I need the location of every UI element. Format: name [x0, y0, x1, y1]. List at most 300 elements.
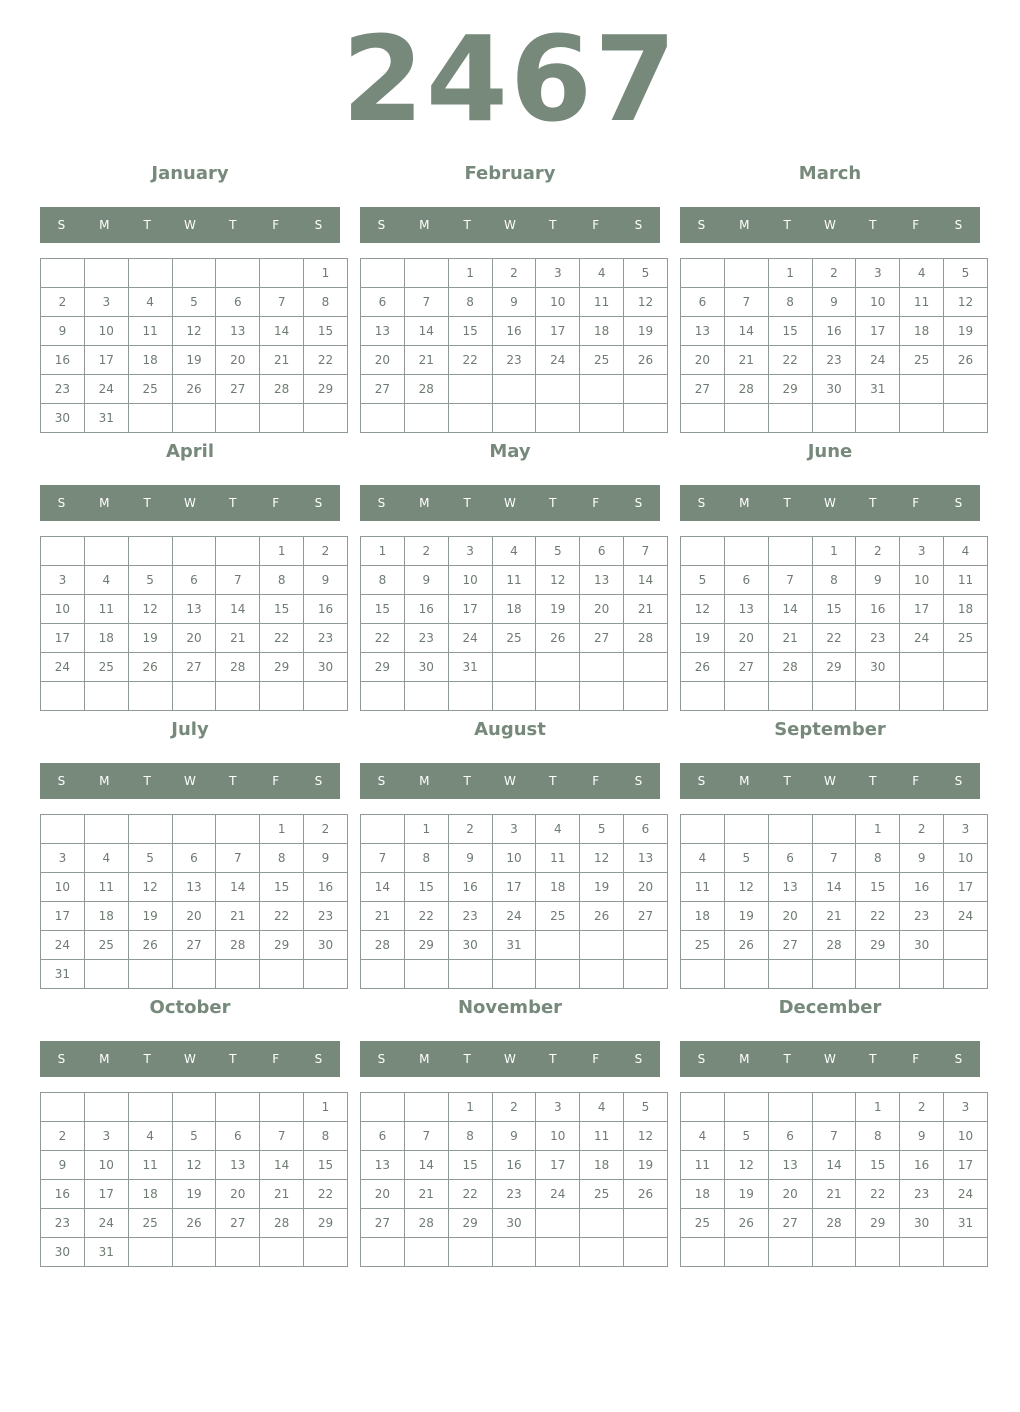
day-cell: 30	[492, 1209, 536, 1238]
day-cell	[812, 1093, 856, 1122]
day-cell: 5	[580, 815, 624, 844]
day-cell: 7	[624, 537, 668, 566]
day-cell: 18	[580, 1151, 624, 1180]
day-cell: 25	[681, 1209, 725, 1238]
weekday-label: W	[184, 774, 196, 788]
day-cell: 26	[724, 1209, 768, 1238]
weekday-label: T	[463, 774, 471, 788]
day-cell: 10	[492, 844, 536, 873]
day-cell: 27	[172, 653, 216, 682]
week-row	[361, 259, 668, 288]
day-cell	[84, 537, 128, 566]
weekday-label: T	[143, 496, 151, 510]
day-cell	[492, 653, 536, 682]
day-cell: 24	[448, 624, 492, 653]
day-cell: 22	[856, 1180, 900, 1209]
day-cell: 4	[900, 259, 944, 288]
day-cell: 18	[84, 902, 128, 931]
day-cell	[812, 815, 856, 844]
day-cell: 7	[260, 1122, 304, 1151]
day-cell: 13	[768, 873, 812, 902]
day-cell: 12	[128, 873, 172, 902]
day-cell: 27	[624, 902, 668, 931]
day-cell: 20	[681, 346, 725, 375]
weekday-header	[680, 1041, 980, 1077]
day-cell: 3	[41, 566, 85, 595]
day-cell: 1	[260, 537, 304, 566]
day-cell	[448, 404, 492, 433]
day-cell	[681, 259, 725, 288]
weekday-label: M	[99, 774, 110, 788]
day-grid	[360, 536, 668, 711]
day-cell: 2	[448, 815, 492, 844]
weekday-label: S	[377, 496, 386, 510]
day-cell: 23	[492, 1180, 536, 1209]
weekday-label: M	[419, 1052, 430, 1066]
day-cell: 31	[84, 404, 128, 433]
week-row	[361, 682, 668, 711]
day-cell: 25	[580, 1180, 624, 1209]
day-cell: 14	[768, 595, 812, 624]
day-cell: 24	[492, 902, 536, 931]
day-cell: 16	[900, 1151, 944, 1180]
weekday-label: W	[504, 218, 516, 232]
day-cell: 21	[404, 346, 448, 375]
week-row	[361, 624, 668, 653]
day-grid	[40, 536, 348, 711]
day-cell: 22	[812, 624, 856, 653]
day-cell: 28	[812, 1209, 856, 1238]
day-cell	[361, 404, 405, 433]
day-cell	[128, 537, 172, 566]
day-cell: 7	[724, 288, 768, 317]
day-cell: 8	[361, 566, 405, 595]
week-row	[41, 873, 348, 902]
weekday-label: T	[143, 774, 151, 788]
weekday-label: W	[184, 496, 196, 510]
day-cell	[724, 682, 768, 711]
day-cell	[944, 682, 988, 711]
day-cell: 25	[128, 1209, 172, 1238]
day-cell: 2	[856, 537, 900, 566]
day-cell	[724, 537, 768, 566]
day-cell: 17	[856, 317, 900, 346]
day-cell	[681, 682, 725, 711]
week-row	[41, 815, 348, 844]
weekday-header	[360, 207, 660, 243]
day-cell: 8	[812, 566, 856, 595]
day-cell: 2	[304, 537, 348, 566]
day-cell	[172, 960, 216, 989]
week-row	[361, 317, 668, 346]
day-cell	[624, 1209, 668, 1238]
day-cell: 4	[128, 1122, 172, 1151]
day-grid	[680, 258, 988, 433]
day-cell: 8	[404, 844, 448, 873]
weekday-label: S	[57, 1052, 66, 1066]
day-cell	[944, 960, 988, 989]
day-grid	[360, 258, 668, 433]
day-cell: 14	[812, 1151, 856, 1180]
day-cell	[536, 931, 580, 960]
day-cell: 4	[84, 844, 128, 873]
day-grid	[680, 1092, 988, 1267]
week-row	[41, 317, 348, 346]
day-cell	[361, 1093, 405, 1122]
day-cell: 28	[260, 375, 304, 404]
weekday-label: T	[869, 218, 877, 232]
weekday-label: F	[912, 218, 920, 232]
day-cell: 17	[944, 1151, 988, 1180]
month-name: April	[165, 441, 215, 462]
day-cell	[856, 1238, 900, 1267]
day-cell: 27	[361, 375, 405, 404]
day-cell: 9	[492, 288, 536, 317]
day-cell: 15	[361, 595, 405, 624]
day-cell: 13	[624, 844, 668, 873]
weekday-label: T	[549, 496, 557, 510]
weekday-label: T	[229, 1052, 237, 1066]
day-cell	[172, 1093, 216, 1122]
weekday-label: S	[314, 218, 323, 232]
week-row	[681, 346, 988, 375]
weekday-label: T	[783, 1052, 791, 1066]
day-cell	[492, 1238, 536, 1267]
week-row	[361, 1122, 668, 1151]
day-cell: 20	[172, 624, 216, 653]
day-cell: 23	[41, 375, 85, 404]
day-cell: 12	[580, 844, 624, 873]
day-cell: 25	[944, 624, 988, 653]
week-row	[681, 404, 988, 433]
day-cell: 4	[128, 288, 172, 317]
week-row	[361, 931, 668, 960]
week-row	[361, 844, 668, 873]
day-cell: 1	[304, 259, 348, 288]
day-cell: 11	[128, 1151, 172, 1180]
day-cell: 13	[580, 566, 624, 595]
day-cell: 1	[260, 815, 304, 844]
weekday-label: T	[549, 1052, 557, 1066]
day-cell: 10	[536, 288, 580, 317]
day-cell: 15	[856, 1151, 900, 1180]
weekday-header	[360, 1041, 660, 1077]
day-cell: 19	[724, 1180, 768, 1209]
weekday-label: F	[912, 774, 920, 788]
day-cell: 5	[944, 259, 988, 288]
week-row	[361, 346, 668, 375]
day-cell	[768, 404, 812, 433]
weekday-label: M	[739, 218, 750, 232]
weekday-label: T	[783, 774, 791, 788]
day-cell	[448, 1238, 492, 1267]
week-row	[681, 1151, 988, 1180]
day-cell	[724, 259, 768, 288]
day-cell: 8	[448, 288, 492, 317]
day-cell: 5	[681, 566, 725, 595]
week-row	[361, 1151, 668, 1180]
week-row	[361, 1238, 668, 1267]
day-cell: 13	[724, 595, 768, 624]
weekday-label: M	[419, 496, 430, 510]
week-row	[681, 624, 988, 653]
day-cell: 20	[724, 624, 768, 653]
day-cell: 21	[260, 1180, 304, 1209]
day-cell: 28	[624, 624, 668, 653]
day-cell	[536, 960, 580, 989]
day-cell	[536, 1238, 580, 1267]
day-cell: 24	[944, 902, 988, 931]
day-cell: 17	[900, 595, 944, 624]
day-cell: 10	[944, 1122, 988, 1151]
day-cell	[172, 1238, 216, 1267]
day-cell	[856, 682, 900, 711]
day-cell: 20	[216, 1180, 260, 1209]
day-cell: 5	[128, 566, 172, 595]
day-cell: 9	[448, 844, 492, 873]
day-cell: 15	[856, 873, 900, 902]
day-cell: 12	[128, 595, 172, 624]
day-cell: 8	[304, 288, 348, 317]
day-cell: 22	[260, 624, 304, 653]
day-grid	[40, 258, 348, 433]
day-cell	[580, 1209, 624, 1238]
day-cell: 2	[41, 1122, 85, 1151]
year-title: 2467	[341, 10, 679, 148]
day-cell	[856, 404, 900, 433]
day-cell: 16	[812, 317, 856, 346]
weekday-label: W	[184, 1052, 196, 1066]
weekday-label: S	[634, 218, 643, 232]
weekday-label: S	[954, 496, 963, 510]
day-cell: 11	[580, 288, 624, 317]
day-cell: 3	[41, 844, 85, 873]
day-cell	[724, 404, 768, 433]
week-row	[41, 595, 348, 624]
weekday-label: T	[783, 496, 791, 510]
day-cell	[492, 375, 536, 404]
day-cell: 7	[216, 566, 260, 595]
day-cell	[624, 653, 668, 682]
day-cell	[404, 1093, 448, 1122]
day-cell: 30	[448, 931, 492, 960]
day-cell: 14	[404, 1151, 448, 1180]
day-cell	[536, 653, 580, 682]
month-name: June	[807, 441, 853, 462]
day-cell: 2	[900, 815, 944, 844]
day-cell: 27	[216, 1209, 260, 1238]
day-cell: 8	[856, 1122, 900, 1151]
day-cell	[128, 815, 172, 844]
day-cell: 7	[812, 844, 856, 873]
day-cell: 15	[768, 317, 812, 346]
week-row	[361, 1209, 668, 1238]
day-cell: 28	[216, 931, 260, 960]
day-cell: 15	[404, 873, 448, 902]
day-cell: 26	[172, 1209, 216, 1238]
day-cell: 17	[944, 873, 988, 902]
day-cell: 3	[492, 815, 536, 844]
day-cell	[41, 259, 85, 288]
weekday-label: F	[912, 1052, 920, 1066]
day-cell: 25	[128, 375, 172, 404]
day-cell: 28	[361, 931, 405, 960]
day-cell: 24	[944, 1180, 988, 1209]
day-cell	[580, 682, 624, 711]
day-cell: 14	[724, 317, 768, 346]
day-cell: 1	[768, 259, 812, 288]
day-cell	[624, 960, 668, 989]
day-cell	[172, 815, 216, 844]
day-cell: 23	[41, 1209, 85, 1238]
weekday-header	[680, 763, 980, 799]
day-cell: 22	[856, 902, 900, 931]
weekday-label: S	[57, 774, 66, 788]
weekday-label: S	[377, 218, 386, 232]
day-cell: 11	[580, 1122, 624, 1151]
day-cell	[624, 375, 668, 404]
day-cell: 5	[624, 259, 668, 288]
day-cell	[768, 537, 812, 566]
day-cell: 27	[724, 653, 768, 682]
day-cell: 30	[304, 931, 348, 960]
weekday-header	[40, 207, 340, 243]
weekday-label: M	[419, 218, 430, 232]
weekday-header	[40, 763, 340, 799]
day-cell: 2	[900, 1093, 944, 1122]
week-row	[681, 1209, 988, 1238]
day-cell: 11	[536, 844, 580, 873]
day-cell: 23	[404, 624, 448, 653]
day-cell	[304, 682, 348, 711]
day-cell: 9	[304, 844, 348, 873]
day-cell	[172, 404, 216, 433]
day-cell: 9	[812, 288, 856, 317]
day-cell	[624, 1238, 668, 1267]
day-cell: 11	[492, 566, 536, 595]
day-cell: 6	[172, 844, 216, 873]
day-cell: 23	[304, 624, 348, 653]
day-cell: 16	[856, 595, 900, 624]
day-cell: 4	[944, 537, 988, 566]
weekday-label: T	[869, 496, 877, 510]
day-cell	[84, 960, 128, 989]
day-cell	[304, 960, 348, 989]
day-cell: 3	[856, 259, 900, 288]
weekday-label: F	[912, 496, 920, 510]
day-cell	[580, 375, 624, 404]
day-cell	[724, 960, 768, 989]
day-cell	[216, 404, 260, 433]
day-cell: 14	[216, 873, 260, 902]
weekday-label: T	[869, 774, 877, 788]
day-grid	[40, 1092, 348, 1267]
day-cell: 12	[944, 288, 988, 317]
day-cell	[580, 1238, 624, 1267]
day-cell: 25	[84, 653, 128, 682]
day-cell: 17	[492, 873, 536, 902]
weekday-label: W	[504, 774, 516, 788]
day-cell	[216, 1093, 260, 1122]
day-cell: 21	[216, 624, 260, 653]
week-row	[361, 595, 668, 624]
day-cell	[681, 960, 725, 989]
day-cell: 12	[724, 1151, 768, 1180]
day-cell: 29	[856, 931, 900, 960]
day-cell: 23	[900, 1180, 944, 1209]
day-cell: 14	[260, 1151, 304, 1180]
day-cell	[812, 960, 856, 989]
day-cell: 18	[492, 595, 536, 624]
day-cell	[41, 537, 85, 566]
week-row	[681, 595, 988, 624]
day-cell: 13	[361, 1151, 405, 1180]
day-cell	[260, 1238, 304, 1267]
day-cell	[404, 682, 448, 711]
day-cell: 2	[812, 259, 856, 288]
day-cell: 18	[900, 317, 944, 346]
day-cell: 27	[172, 931, 216, 960]
day-cell	[361, 1238, 405, 1267]
day-cell: 16	[404, 595, 448, 624]
day-cell: 19	[128, 624, 172, 653]
day-grid	[360, 1092, 668, 1267]
day-cell	[624, 931, 668, 960]
day-cell: 3	[84, 288, 128, 317]
day-cell: 25	[84, 931, 128, 960]
day-cell: 20	[361, 1180, 405, 1209]
day-cell	[812, 1238, 856, 1267]
day-cell: 13	[216, 1151, 260, 1180]
week-row	[41, 931, 348, 960]
day-cell	[536, 1209, 580, 1238]
day-cell: 5	[172, 1122, 216, 1151]
weekday-label: T	[869, 1052, 877, 1066]
day-cell: 19	[536, 595, 580, 624]
weekday-label: W	[184, 218, 196, 232]
week-row	[41, 960, 348, 989]
day-cell: 31	[856, 375, 900, 404]
day-cell: 29	[404, 931, 448, 960]
day-cell: 14	[260, 317, 304, 346]
day-cell	[216, 960, 260, 989]
day-cell: 22	[260, 902, 304, 931]
day-cell: 2	[492, 1093, 536, 1122]
day-cell: 4	[681, 844, 725, 873]
day-cell: 7	[361, 844, 405, 873]
weekday-label: T	[463, 218, 471, 232]
day-cell: 11	[128, 317, 172, 346]
day-cell: 24	[900, 624, 944, 653]
day-cell: 7	[404, 1122, 448, 1151]
day-cell	[304, 404, 348, 433]
day-cell: 19	[624, 1151, 668, 1180]
week-row	[41, 566, 348, 595]
day-cell: 23	[856, 624, 900, 653]
day-cell: 16	[304, 873, 348, 902]
day-cell: 11	[681, 1151, 725, 1180]
day-cell: 20	[768, 902, 812, 931]
week-row	[681, 653, 988, 682]
day-cell: 28	[260, 1209, 304, 1238]
day-cell: 29	[361, 653, 405, 682]
day-cell	[944, 375, 988, 404]
day-cell	[681, 404, 725, 433]
week-row	[361, 404, 668, 433]
day-cell: 18	[681, 902, 725, 931]
day-cell: 7	[260, 288, 304, 317]
day-cell: 16	[448, 873, 492, 902]
